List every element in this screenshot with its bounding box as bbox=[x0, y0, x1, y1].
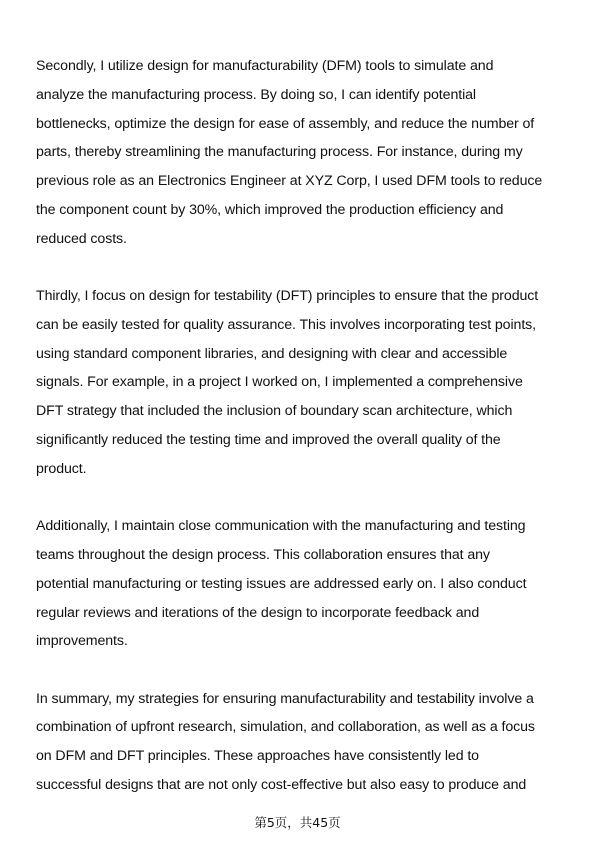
paragraph-dft bbox=[36, 282, 564, 484]
text-line: potential manufacturing or testing issues are addressed early on. I also conduct bbox=[36, 575, 527, 592]
page-number-footer: 第5页，共45页 bbox=[254, 815, 341, 830]
text-line: using standard component libraries, and designing with clear and accessible bbox=[36, 345, 508, 362]
text-line: previous role as an Electronics Engineer at XYZ Corp, I used DFM tools to reduce bbox=[36, 173, 543, 190]
text-line: parts, thereby streamlining the manufacturing process. For instance, during my bbox=[36, 144, 523, 161]
text-line: teams throughout the design process. This collaboration ensures that any bbox=[36, 546, 490, 563]
text-line: combination of upfront research, simulation, and collaboration, as well as a focus bbox=[36, 719, 535, 736]
text-line: Additionally, I maintain close communication with the manufacturing and testing bbox=[36, 518, 526, 535]
text-line: improvements. bbox=[36, 633, 128, 650]
text-line: reduced costs. bbox=[36, 230, 127, 247]
text-line: In summary, my strategies for ensuring manufacturability and testability involve a bbox=[36, 690, 534, 707]
text-line: on DFM and DFT principles. These approaches have consistently led to bbox=[36, 748, 479, 765]
text-line: the component count by 30%, which improved the production efficiency and bbox=[36, 201, 504, 218]
text-line: Secondly, I utilize design for manufacturability (DFM) tools to simulate and bbox=[36, 58, 494, 74]
paragraph-dfm bbox=[36, 52, 564, 254]
text-line: significantly reduced the testing time and improved the overall quality of the bbox=[36, 432, 501, 449]
document-body bbox=[36, 52, 564, 828]
paragraph-communication bbox=[36, 512, 564, 656]
text-line: signals. For example, in a project I worked on, I implemented a comprehensive bbox=[36, 374, 523, 391]
paragraph-summary bbox=[36, 685, 564, 800]
text-line: DFT strategy that included the inclusion of boundary scan architecture, which bbox=[36, 403, 513, 420]
text-line: successful designs that are not only cost-effective but also easy to produce and bbox=[36, 777, 527, 794]
text-line: analyze the manufacturing process. By doing so, I can identify potential bbox=[36, 86, 476, 103]
text-line: bottlenecks, optimize the design for ease of assembly, and reduce the number of bbox=[36, 115, 535, 132]
text-line: product. bbox=[36, 460, 87, 477]
text-line: regular reviews and iterations of the design to incorporate feedback and bbox=[36, 604, 480, 621]
text-line: can be easily tested for quality assurance. This involves incorporating test points, bbox=[36, 316, 536, 333]
text-line: Thirdly, I focus on design for testability (DFT) principles to ensure that the product bbox=[36, 288, 539, 305]
